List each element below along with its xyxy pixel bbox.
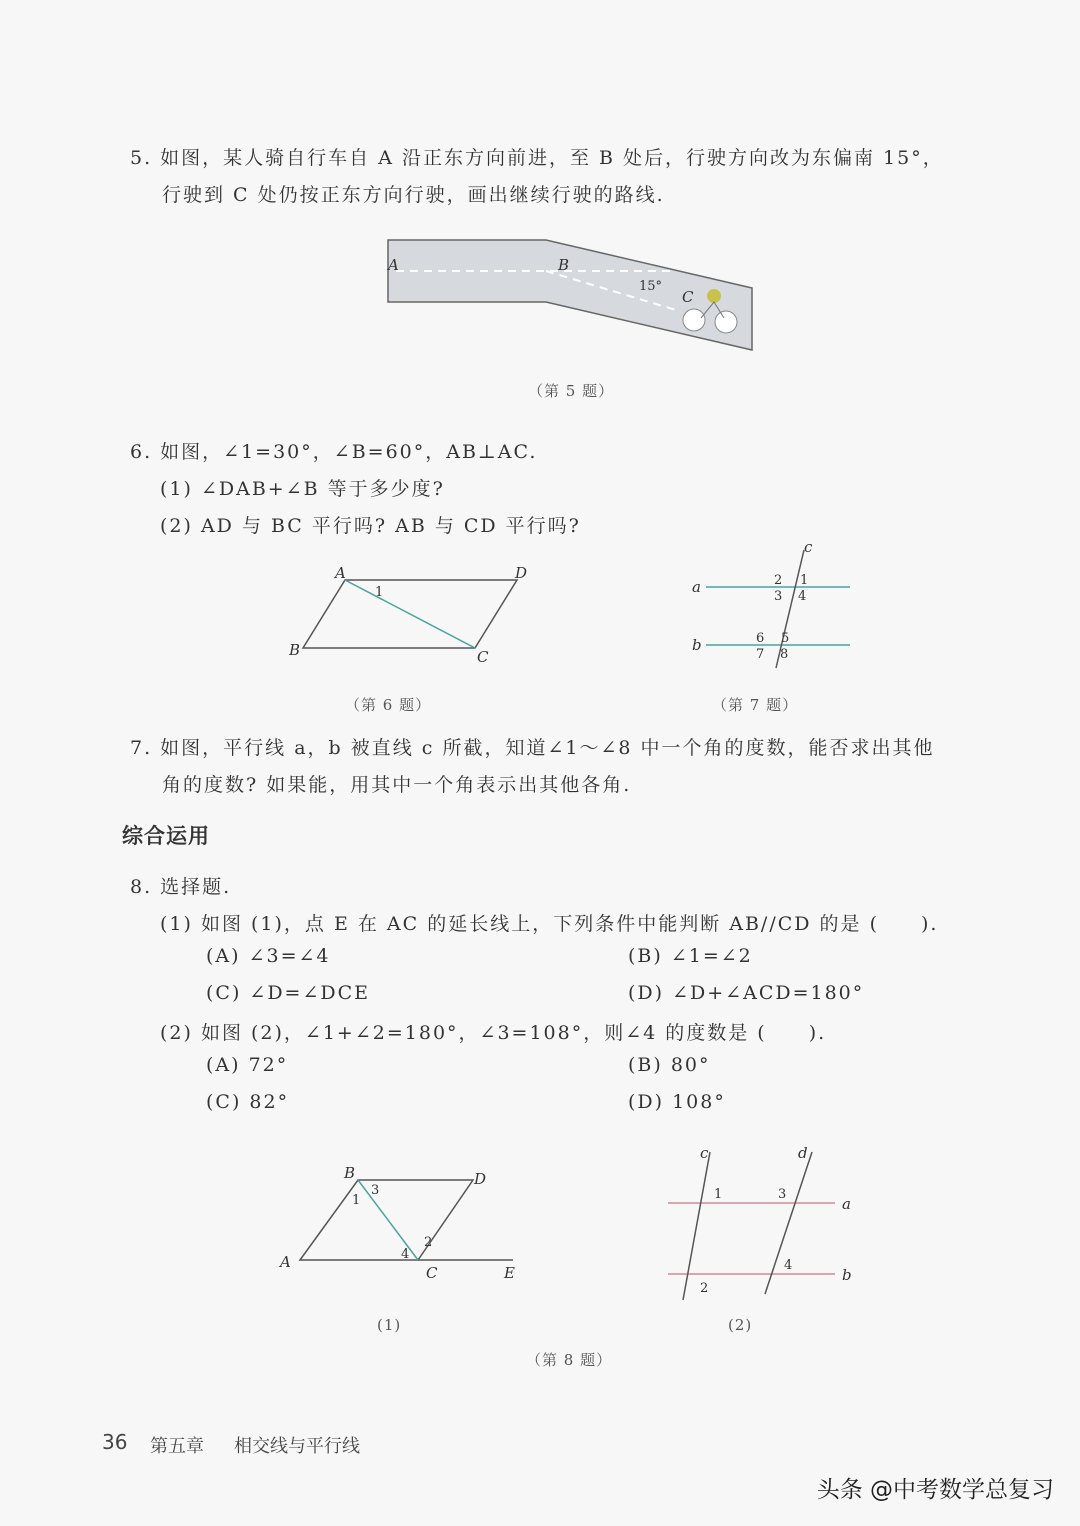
point-c: C <box>426 1264 438 1282</box>
angle-6: 6 <box>756 631 765 646</box>
q7-figure <box>688 540 858 670</box>
angle-label: 15° <box>639 279 663 294</box>
q8-p1-opt-d: (D) ∠D+∠ACD=180° <box>628 982 865 1004</box>
point-d: D <box>515 564 528 582</box>
line-b: b <box>692 636 702 654</box>
q8-p2-opt-d: (D) 108° <box>628 1091 726 1113</box>
angle-2: 2 <box>424 1235 433 1250</box>
q8-fig2-caption: (2) <box>728 1316 753 1334</box>
q8-p1-opt-c: (C) ∠D=∠DCE <box>206 982 371 1004</box>
angle-2: 2 <box>700 1281 709 1296</box>
point-e: E <box>504 1264 515 1282</box>
q8-fig1-caption: (1) <box>377 1316 402 1334</box>
q8-p1: (1) 如图 (1)，点 E 在 AC 的延长线上，下列条件中能判断 AB//CD 的是 ( ). <box>160 913 939 935</box>
section-title: 综合运用 <box>122 824 210 848</box>
line-b: b <box>842 1266 852 1284</box>
chapter-title: 相交线与平行线 <box>234 1436 360 1457</box>
q6-line2: (1) ∠DAB+∠B 等于多少度? <box>160 478 445 500</box>
angle-1: 1 <box>375 585 384 600</box>
q7-line1: 7. 如图，平行线 a，b 被直线 c 所截，知道∠1～∠8 中一个角的度数，能否求出其他 <box>130 737 935 759</box>
q6-figure <box>285 560 545 670</box>
q7-caption: （第 7 题） <box>712 696 799 714</box>
angle-4: 4 <box>401 1247 410 1262</box>
angle-4: 4 <box>798 589 807 604</box>
point-c: C <box>477 648 489 666</box>
q5-caption: （第 5 题） <box>528 382 615 400</box>
point-b: B <box>344 1164 356 1182</box>
q5-line1: 5. 如图，某人骑自行车自 A 沿正东方向前进，至 B 处后，行驶方向改为东偏南 15°， <box>130 147 944 169</box>
point-a: A <box>388 256 399 274</box>
q8-p1-opt-b: (B) ∠1=∠2 <box>628 945 753 967</box>
angle-3: 3 <box>774 589 783 604</box>
angle-7: 7 <box>756 647 765 662</box>
point-b: B <box>289 641 301 659</box>
page-number: 36 <box>102 1430 128 1454</box>
angle-8: 8 <box>780 647 789 662</box>
q5-line2: 行驶到 C 处仍按正东方向行驶，画出继续行驶的路线. <box>162 184 665 206</box>
q6-caption: （第 6 题） <box>345 696 432 714</box>
q8-line1: 8. 选择题. <box>130 876 232 898</box>
point-a: A <box>280 1253 291 1271</box>
q8-p1-opt-a: (A) ∠3=∠4 <box>206 945 331 967</box>
line-a: a <box>692 578 701 596</box>
q8-p2-opt-c: (C) 82° <box>206 1091 290 1113</box>
q6-line1: 6. 如图，∠1=30°，∠B=60°，AB⊥AC. <box>130 441 538 463</box>
q8-p2-opt-a: (A) 72° <box>206 1054 289 1076</box>
q8-caption: （第 8 题） <box>526 1351 613 1369</box>
point-c: C <box>682 288 694 306</box>
point-b: B <box>558 256 570 274</box>
chapter-label: 第五章 <box>150 1436 204 1457</box>
q8-figure-1 <box>278 1160 528 1280</box>
line-a: a <box>842 1195 851 1213</box>
angle-1: 1 <box>800 573 809 588</box>
q8-figure-2 <box>660 1140 860 1310</box>
q8-p2-opt-b: (B) 80° <box>628 1054 711 1076</box>
q7-line2: 角的度数? 如果能，用其中一个角表示出其他各角. <box>162 774 632 796</box>
q8-p2: (2) 如图 (2)，∠1+∠2=180°，∠3=108°，则∠4 的度数是 ( ). <box>160 1022 827 1044</box>
line-c: c <box>804 538 813 556</box>
angle-3: 3 <box>371 1183 380 1198</box>
line-d: d <box>798 1144 808 1162</box>
point-d: D <box>474 1170 487 1188</box>
point-a: A <box>335 564 346 582</box>
angle-2: 2 <box>774 573 783 588</box>
watermark: 头条 @中考数学总复习 <box>816 1477 1054 1503</box>
angle-1: 1 <box>714 1187 723 1202</box>
line-c: c <box>700 1144 709 1162</box>
angle-3: 3 <box>778 1187 787 1202</box>
angle-4: 4 <box>784 1258 793 1273</box>
angle-1: 1 <box>352 1193 361 1208</box>
q5-road-figure <box>386 238 756 358</box>
angle-5: 5 <box>781 631 790 646</box>
q6-line3: (2) AD 与 BC 平行吗? AB 与 CD 平行吗? <box>160 515 581 537</box>
